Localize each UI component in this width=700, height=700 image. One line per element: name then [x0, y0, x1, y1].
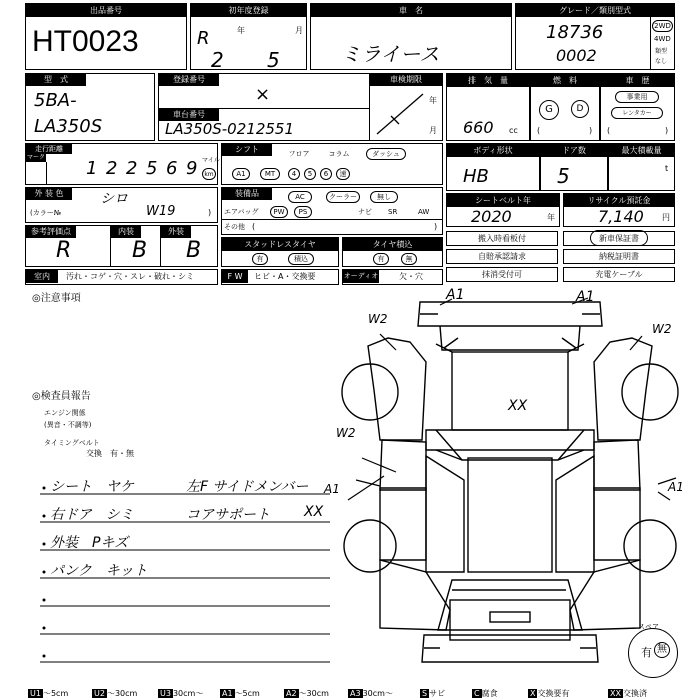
fuel-box — [530, 73, 600, 141]
mark-left-side-a1: A1 — [324, 482, 340, 496]
color-no-close: ) — [208, 208, 212, 217]
shift-4: 4 — [288, 168, 300, 180]
displacement-value: 660 — [463, 118, 494, 137]
studless-load: 積込 — [288, 253, 314, 265]
drive-4wd: 4WD — [654, 35, 671, 43]
shift-label: シフト — [222, 144, 272, 156]
mileage-digit-1: 1 — [86, 158, 98, 179]
legend-c: C 腐食 — [474, 689, 498, 698]
capacity-label: 最大積載量 — [609, 144, 674, 157]
equipment-label: 装備品 — [222, 188, 272, 200]
report-line-2: 右ドア シミ — [50, 507, 134, 523]
equipment-box — [221, 187, 443, 235]
interior-tag: 室内 — [26, 270, 58, 283]
report-right-xx: XX — [304, 504, 324, 520]
drive-kind-2: なし — [655, 58, 668, 65]
score-box — [25, 225, 218, 267]
doors-value: 5 — [557, 164, 570, 188]
model-value-1: 5BA- — [34, 90, 77, 111]
lot-number-label: 出品番号 — [26, 4, 186, 17]
recycle-box — [563, 193, 675, 227]
damage-legend — [28, 688, 700, 700]
fw-tag: F W — [222, 270, 248, 283]
spare-circle — [628, 628, 678, 678]
equip-ps-circled: PS — [294, 206, 312, 218]
equip-cooler: クーラー — [326, 191, 360, 203]
era-value: R — [197, 28, 210, 49]
shift-column: コラム — [328, 150, 350, 158]
equip-navi: ナビ — [358, 208, 372, 216]
caution-title: ◎注意事項 — [32, 293, 81, 304]
tire-load-label: タイヤ積込 — [343, 238, 442, 251]
body-label: ボディ形状 — [447, 144, 539, 157]
shift-mt: MT — [260, 168, 280, 180]
regno-value: × — [255, 84, 271, 105]
registration-box — [158, 73, 443, 141]
grade-value-1: 18736 — [546, 22, 604, 43]
seatbelt-value: 2020 — [471, 207, 512, 226]
seatbelt-label: シートベルト年 — [447, 194, 559, 207]
history-business: 事業用 — [615, 91, 659, 103]
interior-score-label: 内装 — [111, 226, 141, 238]
shift-speed: 速 — [336, 168, 350, 180]
grade-value-2: 0002 — [556, 46, 597, 65]
year-value: 2 — [211, 48, 224, 72]
report-right-1: 左F サイドメンバー — [186, 479, 309, 495]
doc-button-tax: 納税証明書 — [563, 249, 675, 264]
grade-box — [515, 3, 675, 70]
month-unit: 月 — [295, 26, 303, 35]
studless-label: スタッドレスタイヤ — [222, 238, 338, 251]
mileage-digit-5: 6 — [166, 158, 178, 179]
equip-other-open: ( — [252, 222, 256, 231]
shift-floor: フロア — [288, 150, 310, 158]
mileage-label: 走行距離 — [26, 144, 72, 154]
studless-have: 有 — [252, 253, 268, 265]
doc-button-deregister: 抹消受付可 — [446, 267, 558, 282]
mileage-mark: マーク — [26, 154, 45, 161]
legend-a1: A1 〜5cm — [222, 689, 260, 698]
spare-label: スペア — [638, 623, 659, 631]
chassis-label: 車台番号 — [159, 109, 219, 121]
shift-6: 6 — [320, 168, 332, 180]
color-box — [25, 187, 218, 223]
car-name-label: 車 名 — [311, 4, 511, 17]
displacement-box — [446, 73, 530, 141]
lot-number-value: HT0023 — [32, 25, 139, 58]
tire-have: 有 — [373, 253, 389, 265]
displacement-unit: cc — [509, 126, 518, 135]
first-registration-box — [190, 3, 307, 70]
tire-none: 無 — [401, 253, 417, 265]
score-label: 参考評価点 — [26, 226, 76, 238]
drive-2wd-circled: 2WD — [652, 20, 673, 32]
interior-score-value: B — [132, 238, 148, 263]
color-label: 外 装 色 — [26, 188, 72, 200]
doors-label: ドア数 — [541, 144, 607, 157]
mileage-box — [25, 143, 218, 185]
inspection-label: 車検期限 — [370, 74, 442, 86]
mark-roof-xx: XX — [508, 398, 528, 414]
mark-right-fender-w2: W2 — [652, 322, 672, 336]
exterior-score-label: 外装 — [161, 226, 191, 238]
mark-front-right-a1: A1 — [576, 289, 595, 305]
car-name-box — [310, 3, 512, 70]
legend-s: S サビ — [422, 689, 446, 698]
shift-dash-circled: ダッシュ — [366, 148, 406, 160]
history-paren-open: ( — [607, 126, 611, 135]
capacity-box — [608, 143, 675, 191]
mileage-unit-mile: マイル — [202, 157, 220, 164]
engine-label: エンジン関係 — [44, 409, 86, 417]
doc-button-insurance: 自賠承認請求 — [446, 249, 558, 264]
shift-a1-circled: A1 — [232, 168, 250, 180]
shift-5: 5 — [304, 168, 316, 180]
equip-ac-circled: AC — [288, 191, 312, 203]
color-no-value: W19 — [146, 204, 176, 219]
report-line-3: 外装 Pキズ — [50, 535, 129, 551]
year-unit: 年 — [237, 26, 245, 35]
score-value: R — [56, 238, 72, 263]
fuel-label: 燃 料 — [531, 74, 599, 87]
equip-pw-circled: PW — [270, 206, 288, 218]
equip-aw: AW — [418, 208, 430, 216]
legend-xx: XX 交換済 — [610, 689, 647, 698]
audio-condition-box — [342, 269, 443, 285]
first-registration-label: 初年度登録 — [191, 4, 306, 17]
mileage-digit-6: 9 — [186, 158, 198, 179]
fuel-gasoline-circled: G — [539, 100, 559, 120]
fw-condition-box — [221, 269, 339, 285]
fw-items: ヒビ・A・交換要 — [254, 272, 316, 281]
interior-items: 汚れ・コゲ・穴・スレ・破れ・シミ — [66, 272, 194, 281]
legend-u3: U3 30cm〜 — [160, 689, 204, 698]
mark-front-left-a1: A1 — [446, 287, 465, 303]
regno-label: 登録番号 — [159, 74, 219, 86]
mileage-unit-km-circled: km — [202, 168, 216, 180]
audio-items: 欠・穴 — [399, 272, 423, 281]
fuel-diesel: D — [571, 100, 589, 118]
mileage-digit-2: 2 — [106, 158, 118, 179]
mark-left-fender-w2: W2 — [368, 312, 388, 326]
fuel-paren-open: ( — [537, 126, 541, 135]
history-label: 車 歴 — [601, 74, 674, 87]
equip-airbag: エアバッグ — [224, 208, 259, 216]
studless-box — [221, 237, 339, 267]
mileage-digit-3: 2 — [126, 158, 138, 179]
doc-button-warranty-circled: 新車保証書 — [563, 231, 675, 246]
recycle-label: リサイクル預託金 — [564, 194, 674, 207]
car-name-value: ミライース — [341, 42, 440, 66]
doors-box — [540, 143, 608, 191]
engine-sub: (異音・不調等) — [44, 421, 92, 429]
shift-box — [221, 143, 443, 185]
seatbelt-box — [446, 193, 560, 227]
body-box — [446, 143, 540, 191]
insp-year-unit: 年 — [429, 96, 437, 105]
mileage-digit-4: 5 — [146, 158, 158, 179]
seatbelt-unit: 年 — [547, 213, 555, 222]
body-value: HB — [463, 166, 489, 187]
insp-month-unit: 月 — [429, 126, 437, 135]
grade-label: グレード／類別型式 — [516, 4, 674, 17]
fuel-paren-close: ) — [589, 126, 593, 135]
legend-a3: A3 30cm〜 — [350, 689, 393, 698]
timing-label: タイミングベルト — [44, 439, 100, 447]
report-line-1: シート ヤケ — [50, 479, 134, 495]
report-line-4: パンク キット — [50, 563, 148, 579]
model-box — [25, 73, 155, 141]
spare-have: 有 — [641, 646, 652, 659]
audio-tag: オーディオ — [343, 270, 379, 283]
color-value: シロ — [100, 191, 128, 207]
legend-a2: A2 〜30cm — [286, 689, 329, 698]
equip-other-close: ) — [434, 222, 438, 231]
lot-number-box — [25, 3, 187, 70]
interior-condition-box — [25, 269, 218, 285]
legend-u1: U1 〜5cm — [30, 689, 69, 698]
history-box — [600, 73, 675, 141]
history-rental: レンタカー — [611, 107, 663, 119]
history-paren-close: ) — [665, 126, 669, 135]
recycle-value: 7,140 — [598, 207, 644, 226]
report-right-2: コアサポート — [186, 507, 270, 523]
legend-x: X 交換要有 — [530, 689, 570, 698]
displacement-label: 排 気 量 — [447, 74, 529, 87]
color-no-label: (カラー№ — [30, 209, 62, 217]
spare-none-circled: 無 — [654, 642, 670, 658]
legend-u2: U2 〜30cm — [94, 689, 138, 698]
recycle-unit: 円 — [662, 213, 670, 222]
inspector-title: ◎検査員報告 — [32, 391, 91, 402]
capacity-unit: t — [665, 164, 669, 173]
chassis-value: LA350S-0212551 — [165, 120, 294, 138]
equip-sr: SR — [388, 208, 398, 216]
model-value-2: LA350S — [34, 116, 103, 137]
tire-load-box — [342, 237, 443, 267]
timing-sub: 交換 有・無 — [86, 449, 134, 458]
inspection-cross-out — [373, 88, 429, 138]
equip-none: 無し — [370, 191, 398, 203]
equip-other: その他 — [224, 223, 245, 231]
doc-button-charge-cable: 充電ケーブル — [563, 267, 675, 282]
mark-right-side-a1: A1 — [668, 480, 684, 494]
model-label: 型 式 — [26, 74, 86, 86]
mark-left-door-w2: W2 — [336, 426, 356, 440]
exterior-score-value: B — [186, 238, 202, 263]
doc-button-delivery-sign: 搬入時看板付 — [446, 231, 558, 246]
month-value: 5 — [267, 48, 280, 72]
warranty-circle-mark — [590, 230, 648, 246]
drive-kind-1: 類型 — [655, 48, 668, 55]
